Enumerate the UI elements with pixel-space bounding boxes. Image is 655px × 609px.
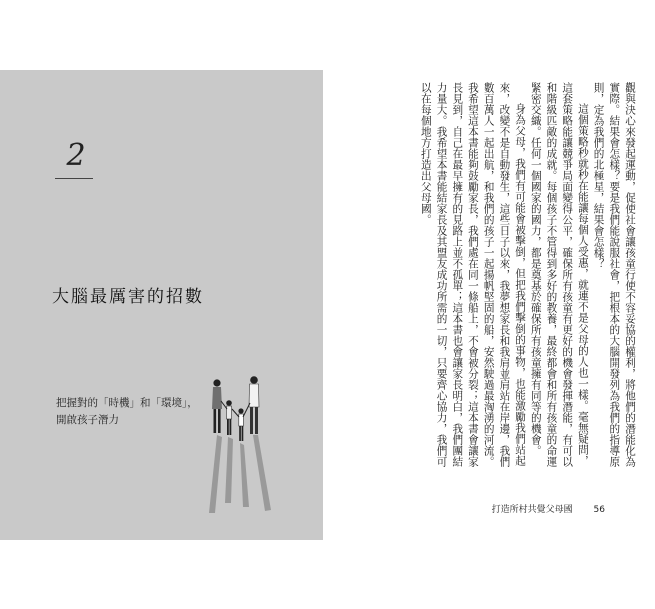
chapter-number: 2	[66, 138, 86, 173]
page-number: 56	[593, 505, 605, 515]
running-title: 打造所村共覺父母國	[491, 505, 573, 515]
family-walking-illustration	[195, 375, 290, 515]
left-page	[0, 70, 323, 540]
chapter-subtitle	[56, 395, 198, 429]
paragraph: 這個策略秒就秒在能讓每個人受惠，就連不是父母的人也一樣。毫無疑問，這套策略能讓競爭局面變得公平，確保所有孩童有更好的機會發揮潛能，有可以和階級匹敵的成就。每個孩子不管得到多好的教養，最終都會和所有孩童的命運緊密交織。任何一個國家的國力，都是奠基於確保所有孩童擁有同等的機會。	[529, 82, 589, 467]
paragraph: 觀與決心來發起運動，促使社會讓孩童行使不容妥協的權利，將他們的潛能化為實際。結果會怎樣？要是我們能說服社會，把根本的大腦開發列為我們的指導原則，定為我們的北極星，結果會怎樣？	[592, 82, 636, 467]
body-text	[417, 82, 637, 467]
page-footer	[492, 502, 605, 515]
paragraph: 身為父母，我們有可能會被擊倒，但把我們擊倒的事物，也能激勵我們站起來，改變不是自動發生，這些日子以來，我夢想家長和我肩並肩站在岸邊，我們數百萬人一起出航，和我們的孩子一起揚帆堅固的船，安然駛過最洶湧的河流。我希望這本書能夠鼓勵家長，我們處在同一條船上，不會被分裂；這本書會讓家長見到，自己在最早擁有的見路上並不孤單；這本書也會讓家長明白，我們團結力量大。我希望本書能結家長及其盟友成功所需的一切，只要齊心協力，我們可以在每個地方打造出父母國。	[419, 82, 527, 467]
subtitle-line-1: 把握對的「時機」和「環境」，	[56, 397, 198, 409]
chapter-title: 大腦最厲害的招數	[52, 287, 204, 307]
subtitle-line-2: 開啟孩子潛力	[56, 414, 119, 426]
right-page	[323, 70, 655, 540]
chapter-divider	[55, 178, 93, 179]
